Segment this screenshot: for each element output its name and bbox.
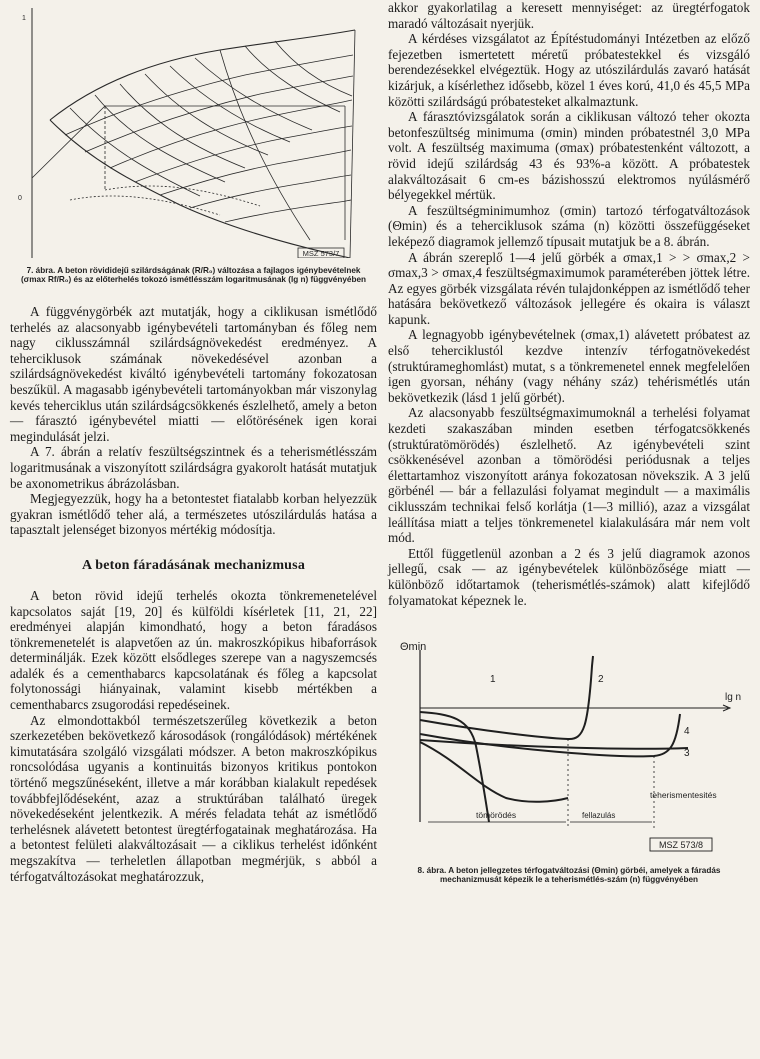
svg-text:0: 0 (18, 195, 22, 202)
curve-label-2: 2 (598, 674, 604, 686)
right-paragraph-3: A fárasztóvizsgálatok során a ciklikusan változó teher okozta betonfeszültség minimuma (σmin) minden próbatestnél 3,0 MPa volt. A feszültség maximuma (σmax) próbatestenként változott, a rövid idejű szilárdság 43 és 93%-a között. A próbatestek alakváltozásait 6 cm-es bázishosszú elektromos nyúlásmérő bélyegekkel mértük. (388, 109, 750, 203)
fig8-volume-change-diagram (388, 636, 750, 866)
right-paragraph-4: A feszültségminimumhoz (σmin) tartozó térfogatváltozások (Θmin) és a teherciklusok száma (n) közötti összefüggéseket leképező diagramok jellemző típusait mutatjuk be a 8. ábrán. (388, 202, 750, 249)
fig8-stamp: MSZ 573/8 (658, 840, 704, 851)
right-paragraph-6: A legnagyobb igénybevételnek (σmax,1) alávetett próbatest az első teherciklustól kezdve intenzív térfogatnövekedést (struktúrameghomlást) mutat, s a tönkremenetel ennek megfelelően igen gyorsan, néhány (vagy néhány száz) tehérismétlés után bekövetkezik (lásd 1 jelű görbét). (388, 327, 750, 405)
fig7-caption: 7. ábra. A beton rövididejű szilárdságának (R/R₀) változása a fajlagos igénybevételnek (σmax Rf/R₀) és az előterhelés tokozó ismétlésszám logaritmusának (lg n) függvényében (20, 266, 367, 284)
fig8-caption: 8. ábra. A beton jellegzetes térfogatváltozási (Θmin) görbéi, amelyek a fáradás mechanizmusát képezik le a teherismétlés-szám (n) függvényében (417, 866, 721, 885)
fig8-y-axis-label: Θmin (400, 641, 427, 654)
section-heading: A beton fáradásának mechanizmusa (81, 557, 306, 573)
right-paragraph-5: A ábrán szereplő 1—4 jelű görbék a σmax,1 > > σmax,2 > σmax,3 > σmax,4 feszültségmaximumok paraméterében jöttek létre. Az egyes görbék vizsgálata révén tulajdonképpen az ismétlődő teher hatására bekövetkező változások jellegére és okaira is választ kapunk. (388, 249, 750, 327)
left-paragraph-1: A függvénygörbék azt mutatják, hogy a ciklikusan ismétlődő terhelés az alacsonyabb igénybevételi tartományban és főleg nem nagy ciklusszámnál szilárdságnövekedést eredményez. A teherciklusok számának növekedésével azonban a szilárdságnövekedést kiváltó igénybevételi tartomány fokozatosan beszűkül. A magasabb igénybevételi tartományokban már viszonylag kevés teherciklus után szilárdságcsökkenés észlelhető, amely a beton — fárasztó igénybevétel miatti — előtörésének igen korai megindulását jelzi. (10, 304, 377, 444)
left-paragraph-5: Az elmondottakból természetszerűleg következik a beton szerkezetében bekövetkező károsodások (rongálódások) mértékének kimutatására szolgáló vizsgálati módszer. A beton makroszkópikus roncsolódása ugyanis a kontinuitás bizonyos kritikus pontokon történő megszűnéseként, illetve a már korábban kialakult repedések továbbfejlődéseként, azaz a struktúrában található üregek növekedéseként jelentkezik. A mérés feladata tehát az ismétlődő terhelésnek alávetett betontest üregtérfogatainak meghatározása. Ha a betontest felületi alakváltozásait — a ciklikus terhelést időnként megszakítva — terheletlen állapotban megmérjük, s abból a térfogatváltozásokat meghatározzuk, (10, 712, 377, 884)
left-column (10, 0, 377, 884)
fig7-surface-plot (10, 0, 377, 258)
region-label-unloading: teherismentesités (650, 790, 717, 801)
right-paragraph-2: A kérdéses vizsgálatot az Építéstudományi Intézetben az előző fejezetben ismertetett méretű próbatestekkel és vizsgáló berendezésekkel elvégeztük. Hogy az utószilárdulás zavaró hatását kizárjuk, a kísérlethez idősebb, közel 1 éves korú, 41,0 és 45,5 MPa közötti szilárdságú próbatesteket alkalmaztunk. (388, 31, 750, 109)
right-paragraph-8: Ettől függetlenül azonban a 2 és 3 jelű diagramok azonos jellegű, csak — az igénybevételek különbözősége miatt — különböző időtartamok (teherismétlés-számok) alatt kifejlődő folyamatokat képeznek le. (388, 545, 750, 608)
curve-label-3: 3 (684, 748, 690, 760)
fig8-x-axis-label: lg n (725, 692, 742, 704)
figure-7 (10, 0, 377, 258)
fig7-stamp: MSZ 573/7 (302, 249, 340, 258)
left-paragraph-3: Megjegyezzük, hogy ha a betontestet fiatalabb korban helyezzük gyakran ismétlődő teher alá, a természetes utószilárdulás hatása a tapasztalt jelenséget bizonyos mértékig módosítja. (10, 491, 377, 538)
curve-label-4: 4 (684, 726, 690, 738)
right-paragraph-7: Az alacsonyabb feszültségmaximumoknál a terhelési folyamat kezdeti szakaszában minden esetben térfogatcsökkenés (struktúratömörödés) észlelhető. Az igénybevételi szint csökkenésével azonban a tömörödési periódusnak a teljes élettartamhoz viszonyított aránya fokozatosan növekszik. A 3 jelű görbénél — bár a fellazulási folyamat megindult — a maximális ciklusszám technikai felső korlátja (1—3 millió), azaz a vizsgálat leállítása miatt a teljes tönkremenetel kialakulására már nem volt mód. (388, 405, 750, 546)
left-paragraph-2: A 7. ábrán a relatív feszültségszintnek és a teherismétlésszám logaritmusának a viszonyított szilárdságra gyakorolt hatását mutatjuk be axonometrikus ábrázolásban. (10, 444, 377, 491)
svg-text:1: 1 (22, 15, 26, 22)
right-column (388, 0, 750, 884)
region-label-compaction: tömörödés (476, 810, 517, 821)
curve-label-1: 1 (490, 674, 496, 686)
left-paragraph-4: A beton rövid idejű terhelés okozta tönkremenetelével kapcsolatos saját [19, 20] és külföldi kísérletek [11, 21, 22] eredményei alapján kimondható, hogy a beton fáradásos tönkremenetelét is alapvetően az ún. makroszkópikus hibaforrások determinálják. Ezek között elsődleges szerepe van a nagyszemcsés adalék és a cementhabarcs kapcsolatának és főleg a kapcsolat folytonossági hiányainak, valamint kisebb mértékben a cementhabarcs zsugorodási repedéseinek. (10, 587, 377, 713)
right-paragraph-1: akkor gyakorlatilag a keresett mennyiséget: az üregtérfogatok maradó változásait nyerjük. (388, 0, 750, 31)
figure-8 (388, 636, 750, 866)
region-label-loosening: fellazulás (582, 811, 616, 821)
